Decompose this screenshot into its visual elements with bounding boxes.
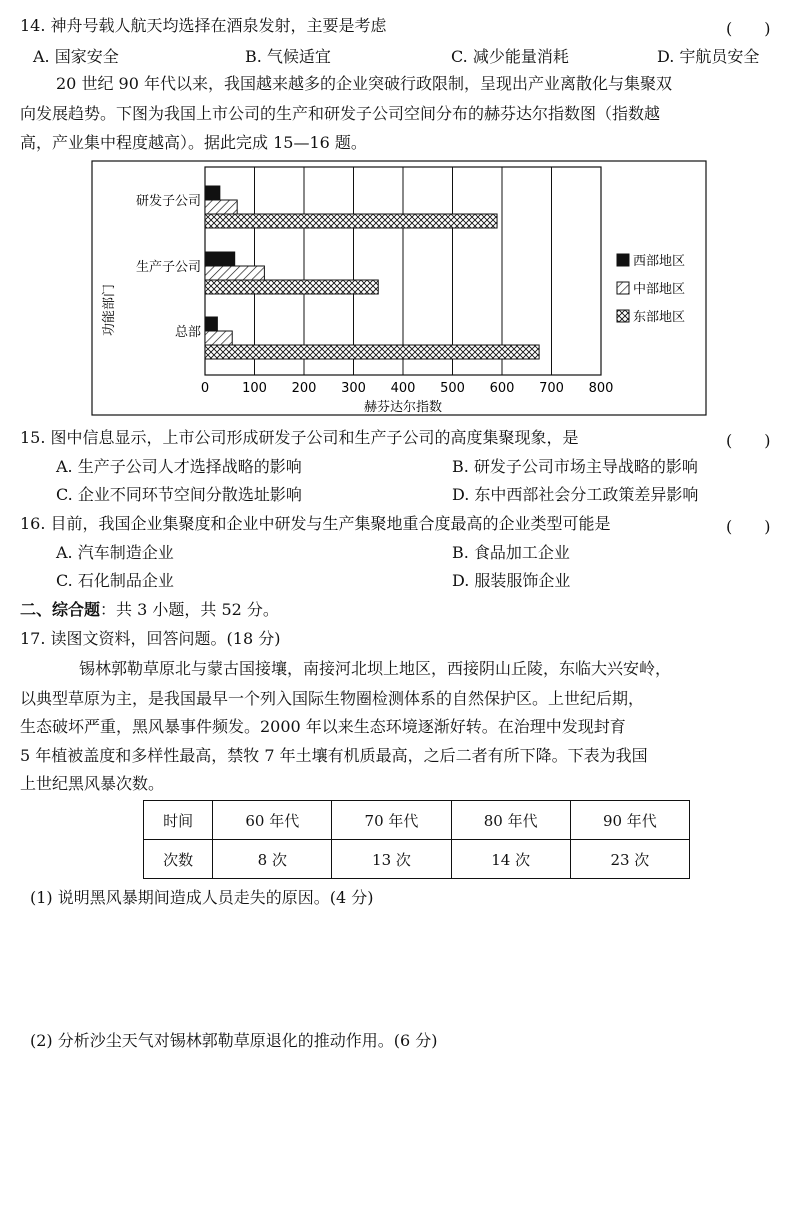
q15-option-c: C. 企业不同环节空间分散选址影响	[56, 485, 302, 504]
legend-swatch	[617, 310, 629, 322]
bar	[205, 214, 497, 228]
x-tick-label: 300	[341, 381, 366, 396]
bar	[205, 317, 217, 331]
intro-line-1: 20 世纪 90 年代以来，我国越来越多的企业突破行政限制，呈现出产业离散化与集聚双	[56, 74, 672, 93]
bar	[205, 186, 220, 200]
q16-answer-paren: ( )	[726, 517, 771, 536]
legend-label: 中部地区	[633, 282, 686, 297]
legend-label: 西部地区	[633, 254, 686, 269]
q14-option-a: A. 国家安全	[33, 47, 119, 66]
bar	[205, 331, 232, 345]
table-cell: 次数	[144, 840, 213, 879]
table-cell: 23 次	[570, 840, 689, 879]
x-tick-label: 0	[200, 381, 210, 396]
q15-option-a: A. 生产子公司人才选择战略的影响	[56, 457, 302, 476]
x-tick-label: 800	[588, 381, 614, 396]
q15-answer-paren: ( )	[726, 431, 771, 450]
q17-line-3: 生态破坏严重，黑风暴事件频发。2000 年以来生态环境逐渐好转。在治理中发现封育	[20, 717, 626, 736]
q17-sub-2: (2) 分析沙尘天气对锡林郭勒草原退化的推动作用。(6 分)	[30, 1031, 438, 1050]
table-header-row	[144, 801, 690, 840]
section-2-description: ：共 3 小题，共 52 分。	[100, 600, 279, 619]
legend-swatch	[617, 282, 629, 294]
x-tick-label: 200	[291, 381, 317, 396]
q14-option-c: C. 减少能量消耗	[451, 47, 569, 66]
x-tick-label: 500	[440, 381, 465, 396]
bar	[205, 345, 539, 359]
q17-line-5: 上世纪黑风暴次数。	[20, 774, 165, 793]
table-cell: 8 次	[213, 840, 332, 879]
q16-option-b: B. 食品加工企业	[452, 543, 570, 562]
x-axis-label: 赫芬达尔指数	[363, 400, 443, 415]
section-2-label: 二、综合题	[20, 600, 101, 619]
y-axis-label: 功能部门	[102, 283, 117, 337]
bar	[205, 200, 237, 214]
bar	[205, 280, 378, 294]
table-cell: 90 年代	[570, 801, 689, 840]
q16-option-d: D. 服装服饰企业	[452, 571, 571, 590]
section-2-heading	[20, 600, 279, 620]
q17-line-2: 以典型草原为主，是我国最早一个列入国际生物圈检测体系的自然保护区。上世纪后期，	[20, 689, 645, 708]
table-row	[144, 840, 690, 879]
intro-line-3: 高，产业集中程度越高）。据此完成 15—16 题。	[20, 133, 367, 152]
q15-stem: 15. 图中信息显示，上市公司形成研发子公司和生产子公司的高度集聚现象，是	[20, 428, 579, 447]
category-label: 总部	[174, 325, 201, 340]
intro-line-2: 向发展趋势。下图为我国上市公司的生产和研发子公司空间分布的赫芬达尔指数图（指数越	[20, 104, 661, 123]
q17-line-1: 锡林郭勒草原北与蒙古国接壤，南接河北坝上地区，西接阴山丘陵，东临大兴安岭，	[79, 659, 672, 678]
black-storm-table	[143, 800, 690, 879]
table-cell: 14 次	[451, 840, 570, 879]
table-cell: 时间	[144, 801, 213, 840]
bar	[205, 266, 264, 280]
legend-label: 东部地区	[633, 310, 686, 325]
q14-answer-paren: ( )	[726, 19, 771, 38]
q16-stem: 16. 目前，我国企业集聚度和企业中研发与生产集聚地重合度最高的企业类型可能是	[20, 514, 611, 533]
x-tick-label: 400	[390, 381, 416, 396]
q15-option-b: B. 研发子公司市场主导战略的影响	[452, 457, 698, 476]
legend-swatch	[617, 254, 629, 266]
q17-stem: 17. 读图文资料，回答问题。(18 分)	[20, 629, 281, 648]
q16-option-a: A. 汽车制造企业	[56, 543, 174, 562]
table-cell: 80 年代	[451, 801, 570, 840]
q16-option-c: C. 石化制品企业	[56, 571, 174, 590]
x-tick-label: 600	[489, 381, 515, 396]
q17-sub-1: (1) 说明黑风暴期间造成人员走失的原因。(4 分)	[30, 888, 374, 907]
herfindahl-chart	[91, 160, 707, 416]
x-tick-label: 700	[539, 381, 564, 396]
table-cell: 70 年代	[332, 801, 451, 840]
x-tick-label: 100	[242, 381, 267, 396]
q14-option-b: B. 气候适宜	[245, 47, 331, 66]
bar	[205, 252, 235, 266]
q14-option-d: D. 宇航员安全	[657, 47, 760, 66]
q14-stem: 14. 神舟号载人航天均选择在酒泉发射，主要是考虑	[20, 16, 387, 35]
q15-option-d: D. 东中西部社会分工政策差异影响	[452, 485, 699, 504]
category-label: 研发子公司	[135, 194, 201, 209]
category-label: 生产子公司	[135, 260, 201, 275]
table-cell: 60 年代	[213, 801, 332, 840]
table-cell: 13 次	[332, 840, 451, 879]
q17-line-4: 5 年植被盖度和多样性最高，禁牧 7 年土壤有机质最高，之后二者有所下降。下表为我国	[20, 746, 648, 765]
